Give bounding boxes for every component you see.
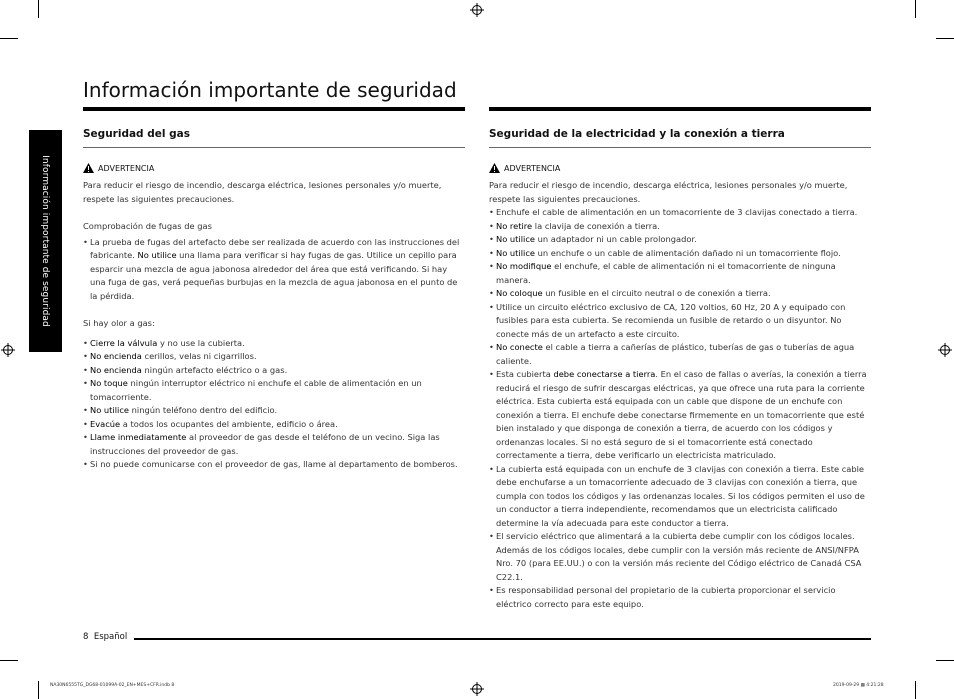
list-item: • Evacúe a todos los ocupantes del ambiente, edificio o área. bbox=[83, 418, 465, 432]
list-item: • El servicio eléctrico que alimentará a la cubierta debe cumplir con los códigos locales. Además de los códigos locales, debe cumplir con la versión más reciente de ANSI/NFPA Nro. 70 (para EE.UU.) o con la versión más reciente del Código eléctrico de Canadá CSA C22.1. bbox=[489, 530, 871, 584]
print-slug-left: NA30N6555TG_DG68-01099A-02_EN+MES+CFR.indb 8 bbox=[50, 683, 175, 688]
list-item: • Llame inmediatamente al proveedor de gas desde el teléfono de un vecino. Siga las instrucciones del proveedor de gas. bbox=[83, 431, 465, 458]
list-item: • La prueba de fugas del artefacto debe ser realizada de acuerdo con las instrucciones del fabricante. No utilice una llama para verificar si hay fugas de gas. Utilice un cepillo para esparcir una mezcla de agua jabonosa alrededor del área que está verificando. Si hay una fuga de gas, verá pequeñas burbujas en la mezcla de agua jabonosa en el punto de la pérdida. bbox=[83, 236, 465, 304]
list-item: • No utilice un enchufe o un cable de alimentación dañado ni un tomacorriente flojo. bbox=[489, 247, 871, 261]
list-item: • Es responsabilidad personal del propietario de la cubierta proporcionar el servicio eléctrico correcto para este equipo. bbox=[489, 584, 871, 611]
list-item: • No retire la clavija de conexión a tierra. bbox=[489, 220, 871, 234]
list-item: • No coloque un fusible en el circuito neutral o de conexión a tierra. bbox=[489, 287, 871, 301]
list-item: • No utilice un adaptador ni un cable prolongador. bbox=[489, 233, 871, 247]
footer-language: Español bbox=[93, 632, 128, 642]
warning-triangle-icon bbox=[83, 163, 94, 173]
registration-mark-icon bbox=[1, 343, 15, 357]
list-item: • La cubierta está equipada con un enchufe de 3 clavijas con conexión a tierra. Este cable debe enchufarse a un tomacorriente adecuado de 3 clavijas con conexión a tierra, que cumpla con todos los códigos y las ordenanzas locales. Si los códigos permiten el uso de un conductor a tierra independiente, recomendamos que un electricista calificado determine la vía adecuada para este conductor a tierra. bbox=[489, 463, 871, 531]
crop-mark bbox=[936, 38, 954, 39]
list-item: • Enchufe el cable de alimentación en un tomacorriente de 3 clavijas conectado a tierra. bbox=[489, 206, 871, 220]
section-title: Seguridad de la electricidad y la conexión a tierra bbox=[489, 128, 871, 148]
warning-label: ADVERTENCIA bbox=[98, 163, 155, 173]
title-rule-right bbox=[489, 107, 871, 111]
registration-mark-icon bbox=[470, 3, 484, 17]
section-title: Seguridad del gas bbox=[83, 128, 465, 148]
list-item: • No toque ningún interruptor eléctrico ni enchufe el cable de alimentación en un tomacorriente. bbox=[83, 377, 465, 404]
leak-check-list bbox=[83, 236, 465, 304]
list-item: • Cierre la válvula y no use la cubierta. bbox=[83, 337, 465, 351]
list-item: • No modifique el enchufe, el cable de alimentación ni el tomacorriente de ninguna manera. bbox=[489, 260, 871, 287]
side-tab-label: Información importante de seguridad bbox=[40, 155, 50, 327]
crop-mark bbox=[936, 660, 954, 661]
registration-mark-icon bbox=[938, 343, 952, 357]
warning-heading bbox=[83, 162, 465, 176]
footer-rule bbox=[134, 638, 871, 640]
gas-safety-section bbox=[83, 128, 465, 472]
page-footer bbox=[83, 632, 127, 642]
list-item: • No encienda cerillos, velas ni cigarrillos. bbox=[83, 350, 465, 364]
list-item: • No utilice ningún teléfono dentro del edificio. bbox=[83, 404, 465, 418]
crop-mark bbox=[38, 681, 39, 699]
crop-mark bbox=[0, 660, 18, 661]
print-slug-right: 2019-09-29 ▩ 4:21:28 bbox=[833, 683, 884, 688]
side-tab bbox=[29, 130, 62, 352]
electrical-safety-section bbox=[489, 128, 871, 611]
crop-mark bbox=[0, 38, 18, 39]
crop-mark bbox=[915, 681, 916, 699]
warning-triangle-icon bbox=[489, 163, 500, 173]
list-item: • Si no puede comunicarse con el proveedor de gas, llame al departamento de bomberos. bbox=[83, 458, 465, 472]
subheading: Si hay olor a gas: bbox=[83, 318, 155, 328]
warning-label: ADVERTENCIA bbox=[504, 163, 561, 173]
title-rule-left bbox=[83, 107, 465, 111]
electrical-list bbox=[489, 206, 871, 611]
list-item: • No conecte el cable a tierra a cañerías de plástico, tuberías de gas o tuberías de agua caliente. bbox=[489, 341, 871, 368]
warning-heading bbox=[489, 162, 871, 176]
list-item: • Utilice un circuito eléctrico exclusivo de CA, 120 voltios, 60 Hz, 20 A y equipado con fusibles para esta cubierta. Se recomienda un fusible de retardo o un disyuntor. No conecte más de un artefacto a este circuito. bbox=[489, 301, 871, 342]
list-item: • No encienda ningún artefacto eléctrico o a gas. bbox=[83, 364, 465, 378]
subheading: Comprobación de fugas de gas bbox=[83, 221, 212, 231]
gas-odor-list bbox=[83, 337, 465, 472]
page-title: Información importante de seguridad bbox=[83, 78, 457, 102]
page-number: 8 bbox=[83, 632, 89, 642]
warning-intro: Para reducir el riesgo de incendio, descarga eléctrica, lesiones personales y/o muerte, respete las siguientes precauciones. bbox=[83, 180, 442, 204]
crop-mark bbox=[915, 0, 916, 18]
registration-mark-icon bbox=[470, 682, 484, 696]
list-item: • Esta cubierta debe conectarse a tierra. En el caso de fallas o averías, la conexión a tierra reducirá el riesgo de sufrir descargas eléctricas, ya que ofrece una ruta para la corriente eléctrica. Esta cubierta está equipada con un cable que dispone de un enchufe con conexión a tierra. El enchufe debe conectarse firmemente en un tomacorriente que esté bien instalado y que disponga de conexión a tierra, de acuerdo con los códigos y ordenanzas locales. Si no está seguro de si el tomacorriente está conectado correctamente a tierra, debe verificarlo un electricista matriculado. bbox=[489, 368, 871, 463]
crop-mark bbox=[38, 0, 39, 18]
warning-intro: Para reducir el riesgo de incendio, descarga eléctrica, lesiones personales y/o muerte, respete las siguientes precauciones. bbox=[489, 180, 848, 204]
